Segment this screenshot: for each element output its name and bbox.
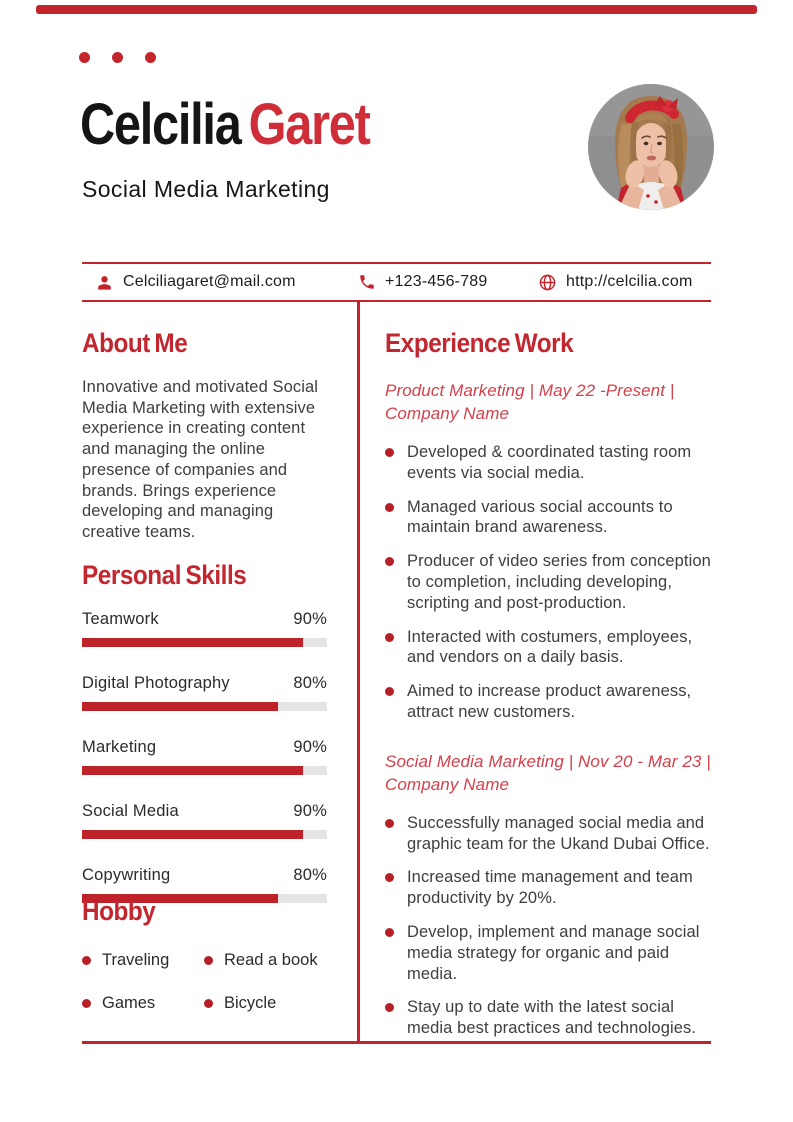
website-text: http://celcilia.com [566,273,693,290]
phone-icon [358,273,376,291]
contact-bar [82,262,711,302]
phone-text: +123-456-789 [385,273,488,290]
bullet-text: Interacted with costumers, employees, and vendors on a daily basis. [407,627,693,667]
bullet-dot [385,687,394,696]
bullet-dot [385,928,394,937]
bullet-text: Producer of video series from conception to completion, including developing, scripting and post-production. [407,552,711,612]
section-personal-skills [82,562,327,903]
job-bullet [385,681,711,723]
job-bullet-list [385,442,711,723]
job-bullet [385,997,711,1039]
hobby-list [82,951,342,1013]
skill-percent: 80% [293,866,327,884]
person-last-name: Garet [248,92,370,157]
section-experience [385,330,711,1039]
skill-bar-fill [82,830,303,839]
hobby-item [82,994,204,1013]
top-accent-bar [36,5,757,14]
hobby-item [204,994,342,1013]
job-title-subtitle: Social Media Marketing [82,176,330,202]
hobby-label: Bicycle [224,994,277,1012]
bullet-text: Increased time management and team productivity by 20%. [407,868,693,908]
job-bullet [385,627,711,669]
skill-label: Copywriting [82,866,171,884]
skill-label: Digital Photography [82,674,230,692]
contact-phone[interactable] [358,264,488,300]
section-about-me [82,330,334,543]
job-title-line [385,750,711,796]
bullet-dot [385,633,394,642]
job-bullet [385,867,711,909]
job-bullet [385,813,711,855]
bullet-dot [385,819,394,828]
skill-row [82,610,327,647]
job-company: Company Name [385,404,510,423]
bullet-dot [385,557,394,566]
skill-bar-fill [82,638,303,647]
job-bullet [385,551,711,613]
skill-percent: 90% [293,802,327,820]
job-bullet [385,442,711,484]
skill-percent: 90% [293,610,327,628]
about-me-text: Innovative and motivated Social Media Marketing with extensive experience in creating content and managing the online presence of companies and brands. Brings experience developing and managing creative teams. [82,378,319,541]
person-first-name: Celcilia [80,92,249,157]
skills-list [82,610,327,903]
skill-bar-track [82,702,327,711]
experience-heading: Experience Work [385,328,574,358]
bullet-text: Aimed to increase product awareness, attract new customers. [407,682,692,721]
contact-email[interactable] [95,264,296,300]
job-bullet [385,922,711,984]
bullet-dot [385,1003,394,1012]
hobby-label: Read a book [224,951,318,969]
job-title-line [385,379,711,425]
skill-label: Social Media [82,802,179,820]
globe-icon [538,273,557,292]
personal-skills-heading: Personal Skills [82,560,247,590]
bullet-dot [204,999,213,1008]
dot-icon [79,52,90,63]
bullet-text: Successfully managed social media and graphic team for the Ukand Dubai Office. [407,813,710,853]
skill-bar-fill [82,766,303,775]
job-role-dates: Product Marketing | May 22 -Present | [385,381,675,400]
skill-row [82,738,327,775]
hobby-label: Traveling [102,951,170,969]
person-icon [95,273,114,292]
bullet-dot [385,873,394,882]
skill-label: Teamwork [82,610,159,628]
job-role-dates: Social Media Marketing | Nov 20 - Mar 23 | [385,751,711,771]
column-divider [357,302,360,1042]
job-company: Company Name [385,774,510,794]
hobby-heading: Hobby [82,896,156,926]
skill-bar-fill [82,702,278,711]
skill-bar-track [82,766,327,775]
job-entry [385,379,711,723]
skill-bar-track [82,830,327,839]
bullet-dot [385,503,394,512]
skill-percent: 90% [293,738,327,756]
bullet-dot [385,448,394,457]
skill-label: Marketing [82,738,157,756]
bullet-dot [204,956,213,965]
contact-website[interactable] [538,264,693,300]
decorative-dots [79,52,156,63]
bullet-text: Develop, implement and manage social media strategy for organic and paid media. [407,922,700,983]
job-entry [385,750,711,1039]
dot-icon [145,52,156,63]
skill-row [82,802,327,839]
profile-photo [588,84,714,210]
bullet-text: Stay up to date with the latest social media best practices and technologies. [407,998,697,1038]
skill-percent: 80% [293,674,327,692]
bullet-text: Managed various social accounts to maintain brand awareness. [407,497,673,537]
skill-bar-track [82,638,327,647]
job-bullet-list [385,813,711,1039]
bullet-dot [82,999,91,1008]
hobby-label: Games [102,994,156,1012]
person-name [80,92,370,159]
bullet-text: Developed & coordinated tasting room events via social media. [407,443,692,482]
bottom-accent-line [82,1041,711,1044]
bullet-dot [82,956,91,965]
about-me-heading: About Me [82,328,188,358]
email-text: Celciliagaret@mail.com [123,273,296,290]
job-bullet [385,497,711,539]
skill-row [82,674,327,711]
section-hobby [82,898,342,1013]
hobby-item [82,951,204,970]
dot-icon [112,52,123,63]
hobby-item [204,951,342,970]
